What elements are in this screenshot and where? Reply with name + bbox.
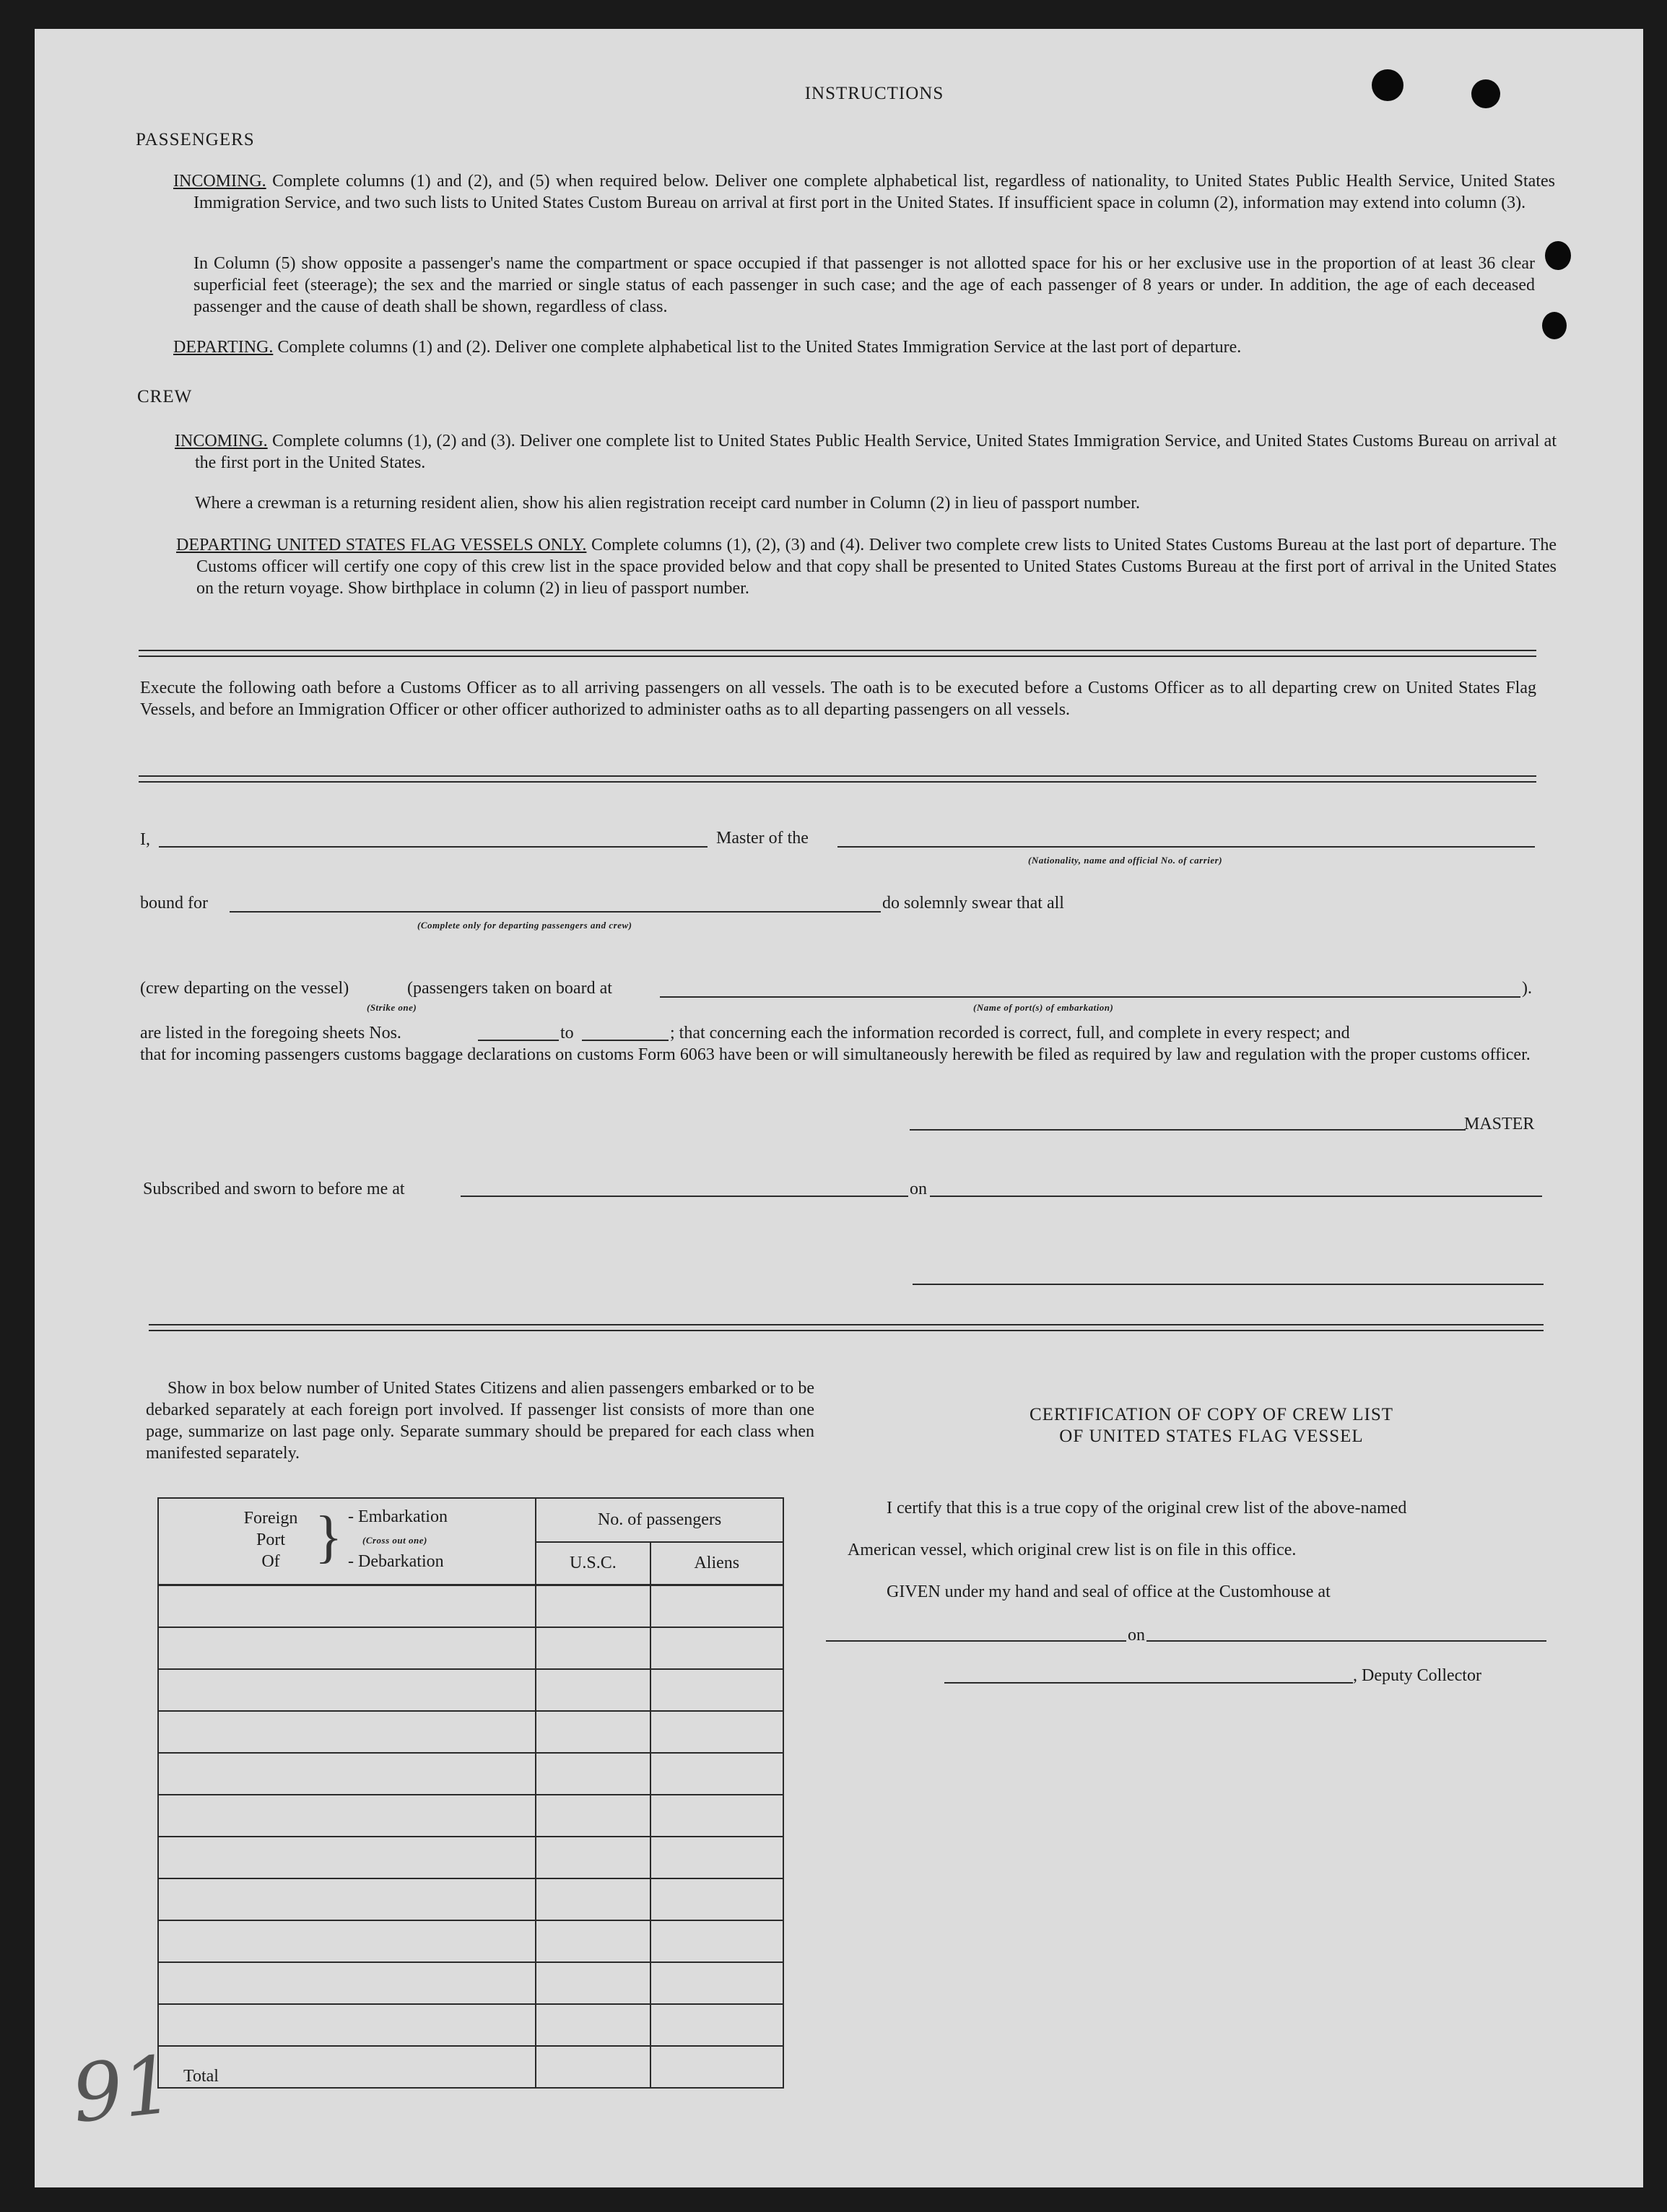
section-divider <box>149 1324 1544 1331</box>
deputy-collector-label: , Deputy Collector <box>1353 1666 1481 1685</box>
passengers-departing-text: Complete columns (1) and (2). Deliver one complete alphabetical list to the United States Immigration Service at the last port of departure. <box>277 338 1242 357</box>
port-cell[interactable] <box>158 1878 536 1920</box>
usc-cell[interactable] <box>536 2004 650 2046</box>
punch-hole-dot <box>1372 69 1403 101</box>
aliens-cell[interactable] <box>650 1669 783 1711</box>
crew-incoming-label: INCOMING. <box>175 432 268 450</box>
section-divider <box>139 650 1536 657</box>
table-row <box>158 1627 783 1669</box>
column5-paragraph: In Column (5) show opposite a passenger's name the compartment or space occupied if that passenger is not allotted space for his or her exclusive use in the proportion of at least 36 clear superficial feet (steerage); the sex and the married or single status of each passenger in such case; and the age of each passenger of 8 years or under. In addition, the age of each deceased passenger and the cause of death shall be shown, regardless of class. <box>193 254 1535 316</box>
passengers-taken-label: (passengers taken on board at <box>407 979 612 998</box>
usc-cell[interactable] <box>536 1962 650 2004</box>
crew-departing-label: DEPARTING UNITED STATES FLAG VESSELS ONLY. <box>176 536 587 554</box>
passenger-summary-table <box>157 1497 784 2089</box>
crew-resident-paragraph: Where a crewman is a returning resident alien, show his alien registration receipt card number in Column (2) in lieu of passport number. <box>195 494 1140 513</box>
aliens-cell[interactable] <box>650 1878 783 1920</box>
port-label: Port <box>256 1530 285 1549</box>
punch-hole-dot <box>1545 241 1571 270</box>
officer-signature-line[interactable] <box>913 1284 1544 1285</box>
bound-for-line[interactable] <box>230 911 881 913</box>
page-title: INSTRUCTIONS <box>804 84 944 103</box>
customhouse-line[interactable] <box>826 1640 1126 1642</box>
given-line: GIVEN under my hand and seal of office at the Customhouse at <box>887 1582 1331 1601</box>
punch-hole-dot <box>1471 79 1500 108</box>
table-row <box>158 2004 783 2046</box>
table-row <box>158 1962 783 2004</box>
no-of-passengers-header: No. of passengers <box>536 1498 783 1542</box>
bound-for-label: bound for <box>140 894 208 913</box>
certify-line-1: I certify that this is a true copy of the original crew list of the above-named <box>887 1499 1407 1518</box>
usc-cell[interactable] <box>536 1753 650 1795</box>
listed-sheets-label: are listed in the foregoing sheets Nos. <box>140 1024 401 1042</box>
aliens-cell[interactable] <box>650 2004 783 2046</box>
carrier-line[interactable] <box>837 846 1535 848</box>
section-divider <box>139 775 1536 783</box>
oath-intro: Execute the following oath before a Customs Officer as to all arriving passengers on all vessels. The oath is to be executed before a Customs Officer as to all departing crew on United States Flag Vessels, and before an Immigration Officer or other officer authorized to administer oaths as to all departing passengers on all vessels. <box>140 679 1536 719</box>
port-cell[interactable] <box>158 1585 536 1627</box>
aliens-cell[interactable] <box>650 1962 783 2004</box>
aliens-cell[interactable] <box>650 1795 783 1837</box>
passengers-departing-label: DEPARTING. <box>173 338 274 357</box>
embarkation-label: - Embarkation <box>348 1507 448 1526</box>
usc-cell[interactable] <box>536 1711 650 1753</box>
summary-instructions: Show in box below number of United States Citizens and alien passengers embarked or to be debarked separately at each foreign port involved. If passenger list consists of more than one page, summarize on last page only. Separate summary should be prepared for each class when manifested separately. <box>146 1379 814 1463</box>
ports-caption: (Name of port(s) of embarkation) <box>973 1002 1114 1013</box>
table-row <box>158 1920 783 1962</box>
strike-one-caption: (Strike one) <box>367 1002 417 1013</box>
total-row <box>158 2046 783 2088</box>
passengers-incoming-text: Complete columns (1) and (2), and (5) when required below. Deliver one complete alphabetical list, regardless of nationality, to United States Public Health Service, United States Immigration Service, and two such lists to United States Custom Bureau on arrival at first port in the United States. If insufficient space in column (2), information may extend into column (3). <box>193 172 1555 212</box>
customs-baggage-text: that for incoming passengers customs baggage declarations on customs Form 6063 have been or will simultaneously herewith be filed as required by law and regulation with the proper customs officer. <box>140 1045 1531 1064</box>
punch-hole-dot <box>1542 312 1567 339</box>
total-usc-cell[interactable] <box>536 2046 650 2088</box>
subscribed-label: Subscribed and sworn to before me at <box>143 1180 405 1198</box>
handwritten-mark: 91 <box>67 2038 178 2141</box>
swear-label: do solemnly swear that all <box>882 894 1064 913</box>
crew-incoming-paragraph <box>175 430 1557 474</box>
form-page <box>35 29 1643 2187</box>
crew-departing-paragraph <box>176 534 1557 599</box>
usc-cell[interactable] <box>536 1669 650 1711</box>
certification-date-line[interactable] <box>1146 1640 1546 1642</box>
of-label: Of <box>261 1552 280 1571</box>
sheet-from-line[interactable] <box>478 1040 559 1041</box>
master-signature-line[interactable] <box>910 1129 1466 1131</box>
port-cell[interactable] <box>158 1711 536 1753</box>
total-label: Total <box>158 2046 536 2088</box>
aliens-cell[interactable] <box>650 1920 783 1962</box>
table-row <box>158 1795 783 1837</box>
aliens-cell[interactable] <box>650 1753 783 1795</box>
master-label: MASTER <box>1464 1115 1535 1133</box>
usc-cell[interactable] <box>536 1627 650 1669</box>
table-row <box>158 1753 783 1795</box>
brace-mark: } <box>315 1505 343 1569</box>
port-cell[interactable] <box>158 1627 536 1669</box>
table-row <box>158 1669 783 1711</box>
passengers-incoming-label: INCOMING. <box>173 172 266 191</box>
sheet-to-line[interactable] <box>582 1040 669 1041</box>
bound-for-caption: (Complete only for departing passengers and crew) <box>417 920 632 931</box>
master-of-the-label: Master of the <box>716 829 809 848</box>
foreign-port-header <box>158 1498 536 1585</box>
cross-out-caption: (Cross out one) <box>362 1535 427 1546</box>
port-cell[interactable] <box>158 1962 536 2004</box>
nationality-caption: (Nationality, name and official No. of carrier) <box>1028 855 1223 866</box>
certification-title-2: OF UNITED STATES FLAG VESSEL <box>1059 1427 1364 1446</box>
crew-departing-text: Complete columns (1), (2), (3) and (4). Deliver two complete crew lists to United States Customs Bureau at the last port of departure. The Customs officer will certify one copy of this crew list in the space provided below and that copy shall be presented to United States Customs Bureau at the first port of arrival in the United States on the return voyage. Show birthplace in column (2) in lieu of passport number. <box>196 536 1557 598</box>
crew-departing-label: (crew departing on the vessel) <box>140 979 349 998</box>
usc-header: U.S.C. <box>536 1542 650 1585</box>
port-cell[interactable] <box>158 1837 536 1878</box>
usc-cell[interactable] <box>536 1920 650 1962</box>
master-name-line[interactable] <box>159 846 708 848</box>
table-row <box>158 1878 783 1920</box>
port-cell[interactable] <box>158 1795 536 1837</box>
aliens-cell[interactable] <box>650 1711 783 1753</box>
foreign-label: Foreign <box>243 1509 298 1528</box>
table-row <box>158 1711 783 1753</box>
passengers-heading: PASSENGERS <box>136 130 255 149</box>
listed-correct-text: ; that concerning each the information recorded is correct, full, and complete in every respect; and <box>670 1024 1350 1042</box>
passengers-incoming-paragraph <box>173 170 1555 214</box>
close-paren: ). <box>1522 979 1532 998</box>
port-cell[interactable] <box>158 1920 536 1962</box>
aliens-cell[interactable] <box>650 1627 783 1669</box>
aliens-header: Aliens <box>650 1542 783 1585</box>
certification-on-label: on <box>1128 1626 1145 1645</box>
usc-cell[interactable] <box>536 1795 650 1837</box>
debarkation-label: - Debarkation <box>348 1552 444 1571</box>
sworn-on-label: on <box>910 1180 927 1198</box>
total-aliens-cell[interactable] <box>650 2046 783 2088</box>
listed-to-label: to <box>560 1024 574 1042</box>
usc-cell[interactable] <box>536 1837 650 1878</box>
port-cell[interactable] <box>158 1753 536 1795</box>
sworn-place-line[interactable] <box>461 1196 908 1197</box>
usc-cell[interactable] <box>536 1878 650 1920</box>
crew-heading: CREW <box>137 387 193 406</box>
aliens-cell[interactable] <box>650 1837 783 1878</box>
oath-i-label: I, <box>140 830 150 849</box>
usc-cell[interactable] <box>536 1585 650 1627</box>
aliens-cell[interactable] <box>650 1585 783 1627</box>
port-cell[interactable] <box>158 1669 536 1711</box>
deputy-collector-line[interactable] <box>944 1682 1353 1684</box>
passengers-departing-paragraph <box>173 336 1545 358</box>
certify-line-2: American vessel, which original crew list is on file in this office. <box>848 1541 1297 1559</box>
port-cell[interactable] <box>158 2004 536 2046</box>
embarkation-ports-line[interactable] <box>660 996 1520 998</box>
certification-title-1: CERTIFICATION OF COPY OF CREW LIST <box>1029 1405 1394 1424</box>
sworn-date-line[interactable] <box>930 1196 1542 1197</box>
crew-incoming-text: Complete columns (1), (2) and (3). Deliver one complete list to United States Public Health Service, United States Immigration Service, and United States Customs Bureau on arrival at the first port in the United States. <box>195 432 1557 472</box>
table-row <box>158 1837 783 1878</box>
table-row <box>158 1585 783 1627</box>
